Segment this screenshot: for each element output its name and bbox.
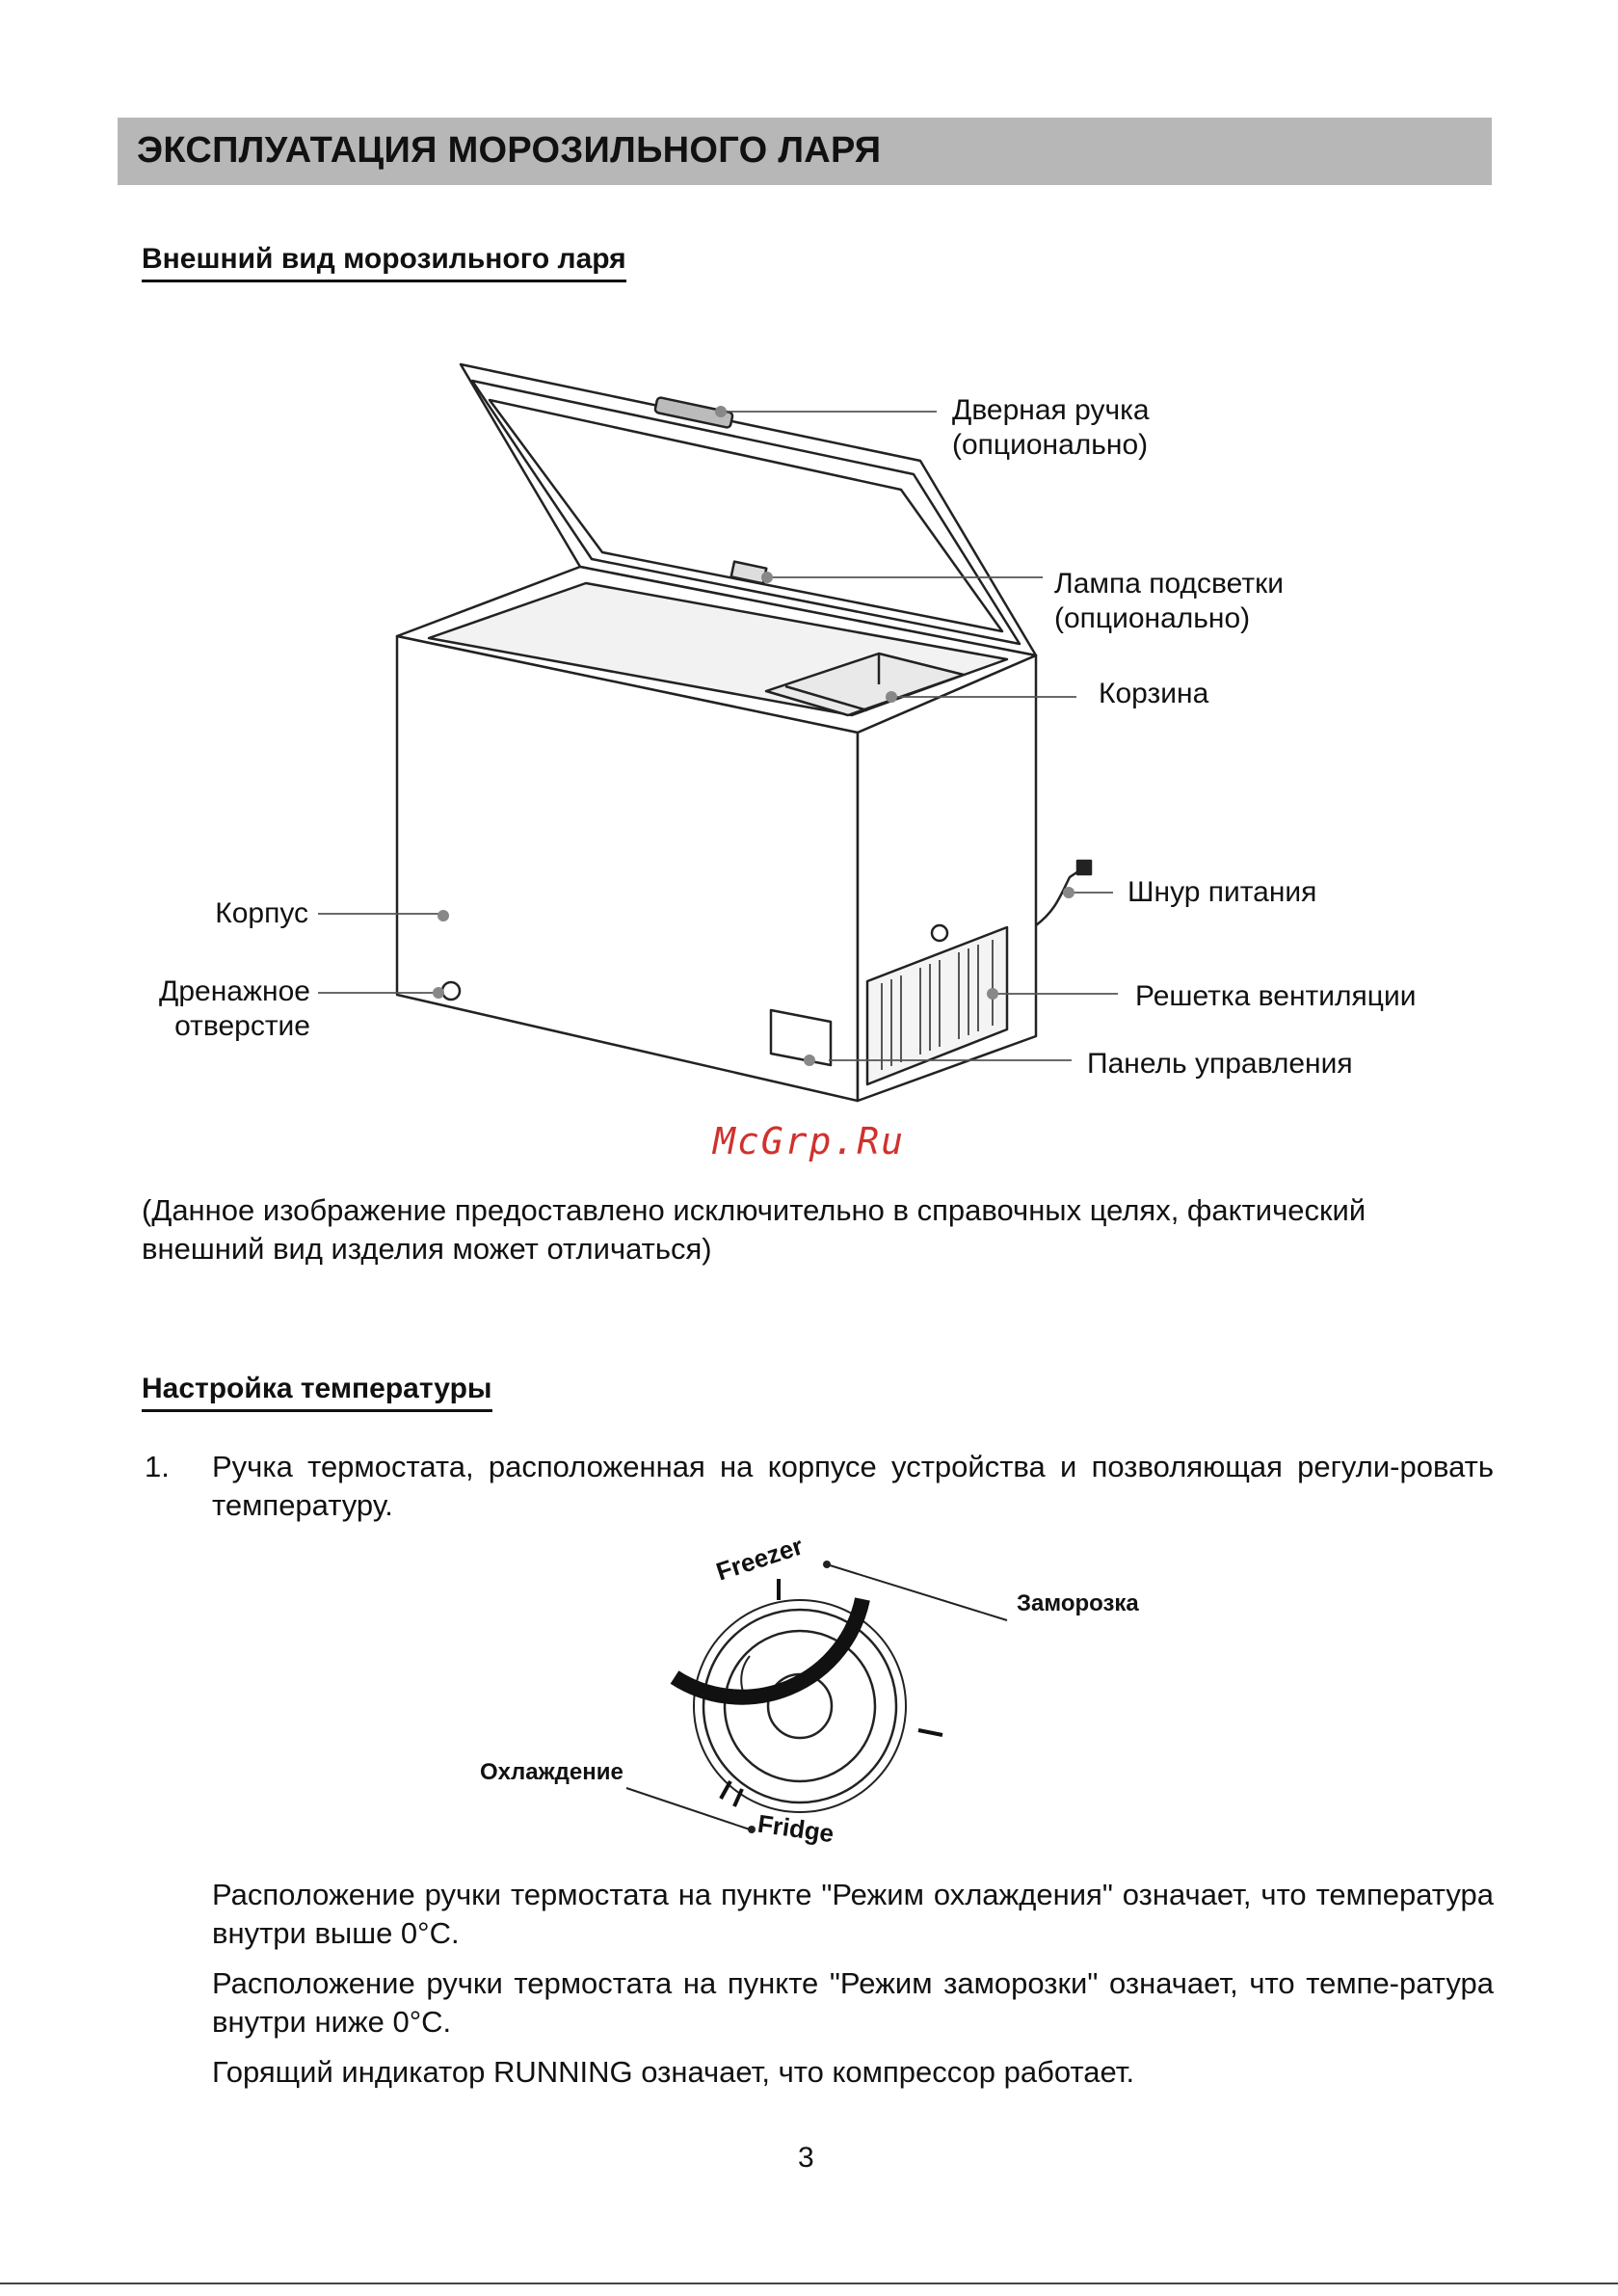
paragraph-freeze-mode: Расположение ручки термостата на пункте "Режим заморозки" означает, что темпе-ратура внутри ниже 0°С. — [212, 1966, 1494, 2039]
dial-freezer-text: Freezer — [712, 1531, 807, 1587]
callout-control-panel: Панель управления — [1087, 1048, 1353, 1080]
item-number: 1. — [145, 1450, 170, 1483]
callout-drain: Дренажное отверстие — [159, 975, 310, 1042]
page-number: 3 — [798, 2142, 814, 2174]
watermark: McGrp.Ru — [713, 1120, 906, 1162]
callout-door-handle: Дверная ручка (опционально) — [952, 394, 1150, 461]
item-text: Ручка термостата, расположенная на корпусе устройства и позволяющая регули-ровать температуру. — [212, 1450, 1494, 1522]
callout-body: Корпус — [215, 897, 308, 929]
page-title: ЭКСПЛУАТАЦИЯ МОРОЗИЛЬНОГО ЛАРЯ — [137, 130, 882, 171]
plug-icon — [1077, 861, 1091, 874]
paragraph-cool-mode: Расположение ручки термостата на пункте "Режим охлаждения" означает, что температура внутри выше 0°С. — [212, 1878, 1494, 1950]
callout-vent-grille: Решетка вентиляции — [1135, 980, 1417, 1012]
power-cord — [1036, 868, 1084, 925]
callout-basket: Корзина — [1099, 678, 1209, 709]
bottom-divider — [0, 2283, 1618, 2284]
paragraph-running: Горящий индикатор RUNNING означает, что компрессор работает. — [212, 2055, 1135, 2089]
callout-lamp: Лампа подсветки (опционально) — [1054, 568, 1284, 634]
callout-power-cord: Шнур питания — [1127, 876, 1317, 908]
dial-freeze-label: Заморозка — [1017, 1590, 1139, 1616]
dial-cool-label: Охлаждение — [480, 1759, 623, 1785]
section-title-appearance: Внешний вид морозильного ларя — [142, 243, 626, 282]
disclaimer: (Данное изображение предоставлено исключительно в справочных целях, фактический внешний вид изделия может отличаться) — [142, 1193, 1366, 1266]
section-title-temperature: Настройка температуры — [142, 1373, 492, 1412]
thermostat-dial — [626, 1561, 1007, 1833]
dial-fridge-text: Fridge — [756, 1808, 836, 1849]
